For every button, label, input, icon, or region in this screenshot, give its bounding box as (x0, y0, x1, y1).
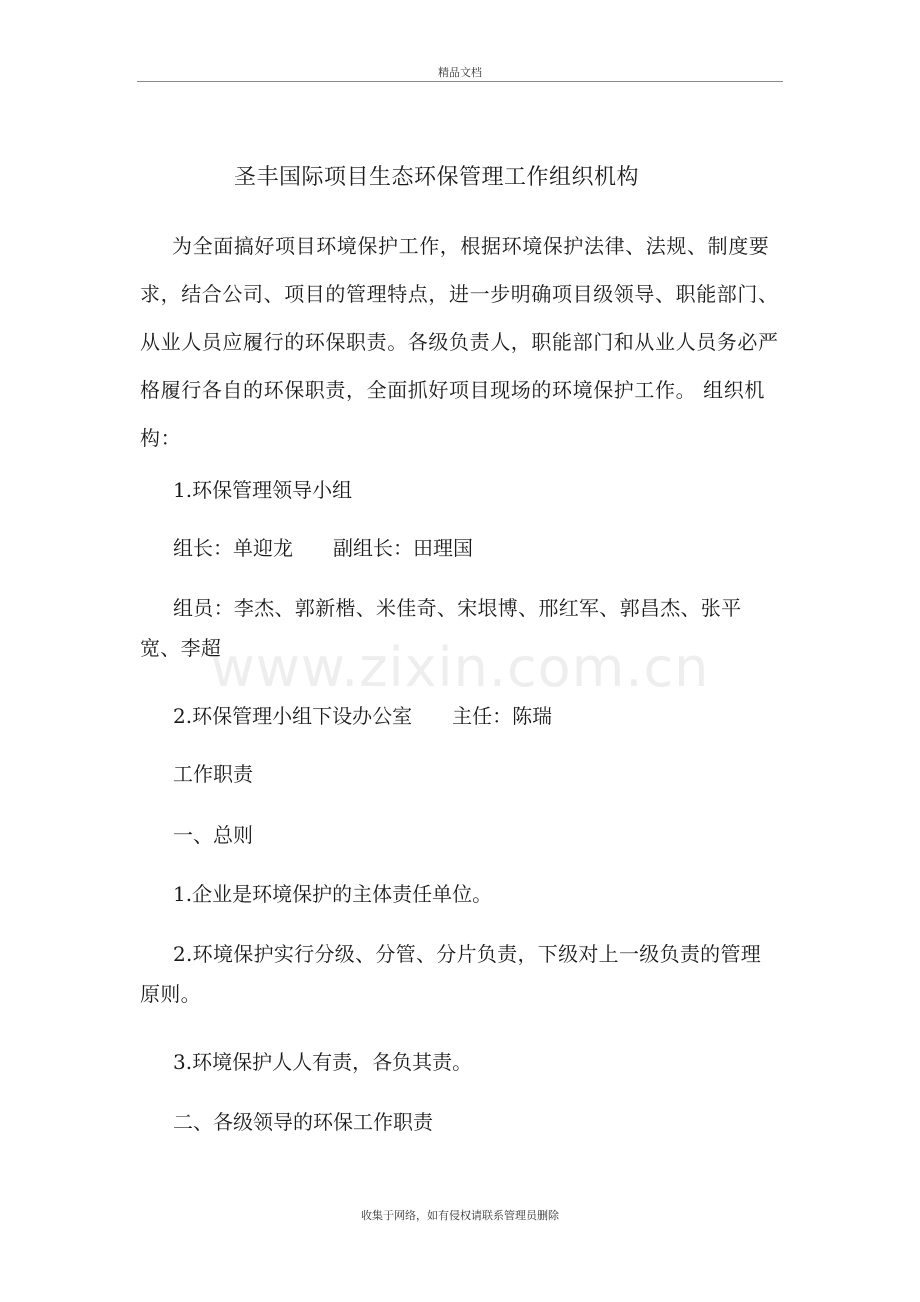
rule-1: 1.企业是环境保护的主体责任单位。 (173, 882, 493, 906)
group-leader-text: 组长：单迎龙 (173, 536, 293, 560)
page-footer-label: 收集于网络，如有侵权请联系管理员删除 (361, 1209, 559, 1222)
leaders-heading: 二、各级领导的环保工作职责 (173, 1110, 433, 1134)
rule-3: 3.环境保护人人有责，各负其责。 (173, 1050, 473, 1074)
director-text: 主任：陈瑞 (452, 704, 553, 728)
intro-paragraph: 为全面搞好项目环境保护工作，根据环境保护法律、法规、制度要求，结合公司、项目的管理特点，进一步明确项目级领导、职能部门、从业人员应履行的环保职责。各级负责人，职能部门和从业人员务必严格履行各自的环保职责，全面抓好项目现场的环境保护工作。 组织机构： (140, 234, 779, 450)
document-title: 圣丰国际项目生态环保管理工作组织机构 (233, 165, 639, 190)
header-divider (137, 81, 783, 82)
deputy-leader-text: 副组长：田理国 (333, 536, 473, 560)
duties-heading: 工作职责 (173, 762, 253, 786)
watermark-text: www.zixin.com.cn (210, 636, 710, 699)
leader-line (140, 534, 780, 562)
rule-2: 2.环境保护实行分级、分管、分片负责，下级对上一级负责的管理原则。 (140, 942, 762, 1006)
page-header-label: 精品文档 (438, 66, 482, 79)
office-text: 2.环保管理小组下设办公室 (173, 704, 413, 728)
section-leading-group: 1.环保管理领导小组 (173, 478, 353, 502)
office-line (140, 702, 780, 730)
members-paragraph: 组员：李杰、郭新楷、米佳奇、宋垠博、邢红军、郭昌杰、张平宽、李超 (140, 596, 742, 660)
general-heading: 一、总则 (173, 823, 253, 847)
